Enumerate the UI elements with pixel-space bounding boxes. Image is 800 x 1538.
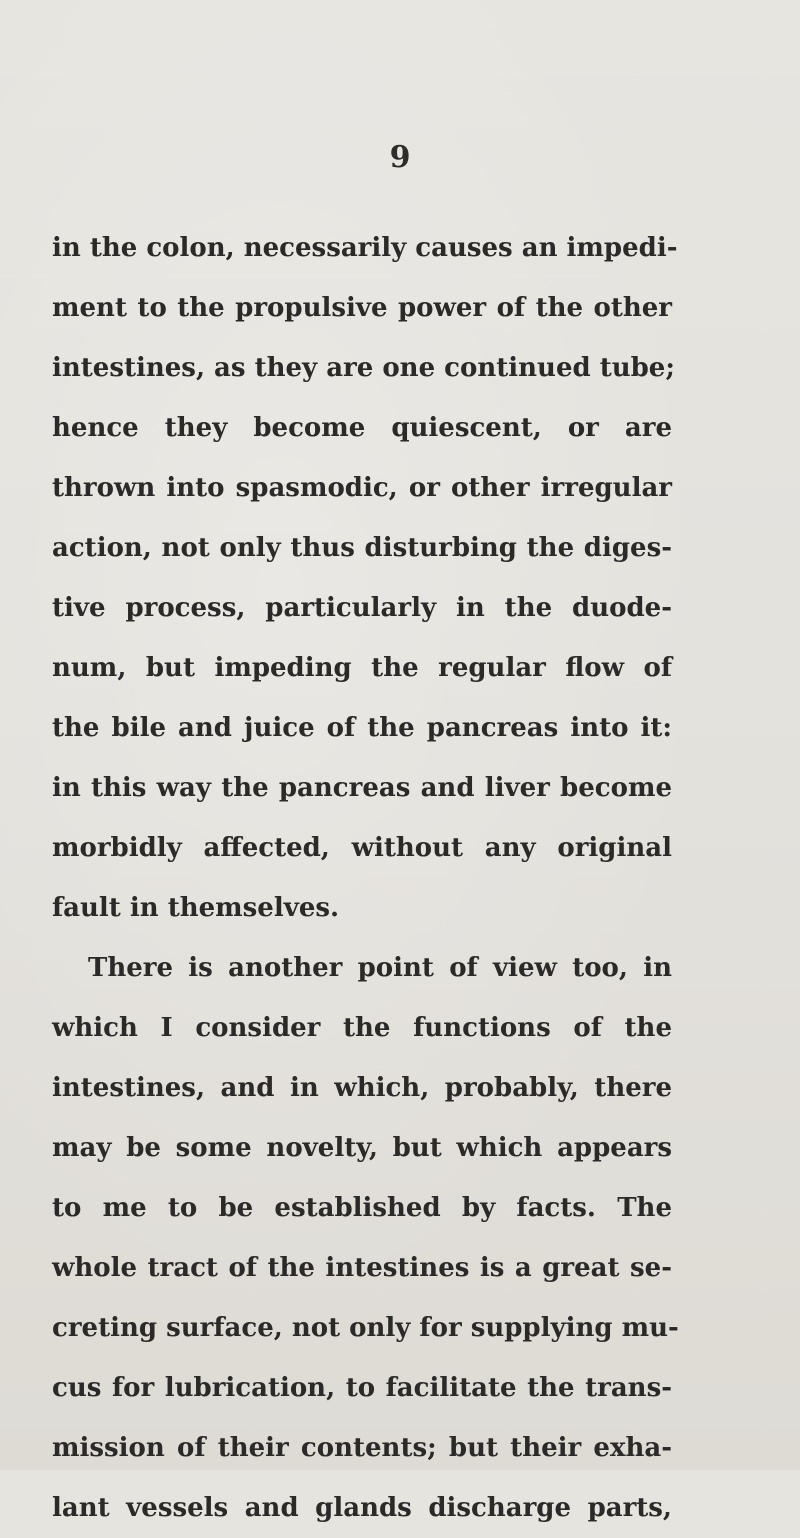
text-line: the bile and juice of the pancreas into it: — [52, 713, 672, 743]
text-line: whole tract of the intestines is a great se- — [52, 1253, 672, 1283]
text-line: tive process, particularly in the duode- — [52, 593, 672, 623]
text-line: ment to the propulsive power of the other — [52, 293, 672, 323]
body-text — [52, 218, 679, 1538]
text-line: intestines, as they are one continued tube; — [52, 353, 675, 383]
text-line: in this way the pancreas and liver become — [52, 773, 672, 803]
text-line: may be some novelty, but which appears — [52, 1133, 672, 1163]
text-line: action, not only thus disturbing the diges- — [52, 533, 672, 563]
text-line: lant vessels and glands discharge parts, — [52, 1493, 672, 1523]
text-line: which I consider the functions of the — [52, 1013, 672, 1043]
text-line: cus for lubrication, to facilitate the trans- — [52, 1373, 672, 1403]
page-number: 9 — [389, 140, 411, 175]
text-line: creting surface, not only for supplying mu- — [52, 1313, 679, 1343]
text-line: fault in themselves. — [52, 893, 340, 923]
text-line: in the colon, necessarily causes an impedi- — [52, 233, 678, 263]
text-line: num, but impeding the regular flow of — [52, 653, 672, 683]
text-line: intestines, and in which, probably, there — [52, 1073, 672, 1103]
text-line: thrown into spasmodic, or other irregular — [52, 473, 672, 503]
text-line: hence they become quiescent, or are — [52, 413, 672, 443]
text-line: There is another point of view too, in — [88, 953, 672, 983]
text-line: mission of their contents; but their exha- — [52, 1433, 672, 1463]
text-line: morbidly affected, without any original — [52, 833, 672, 863]
text-line: to me to be established by facts. The — [52, 1193, 672, 1223]
